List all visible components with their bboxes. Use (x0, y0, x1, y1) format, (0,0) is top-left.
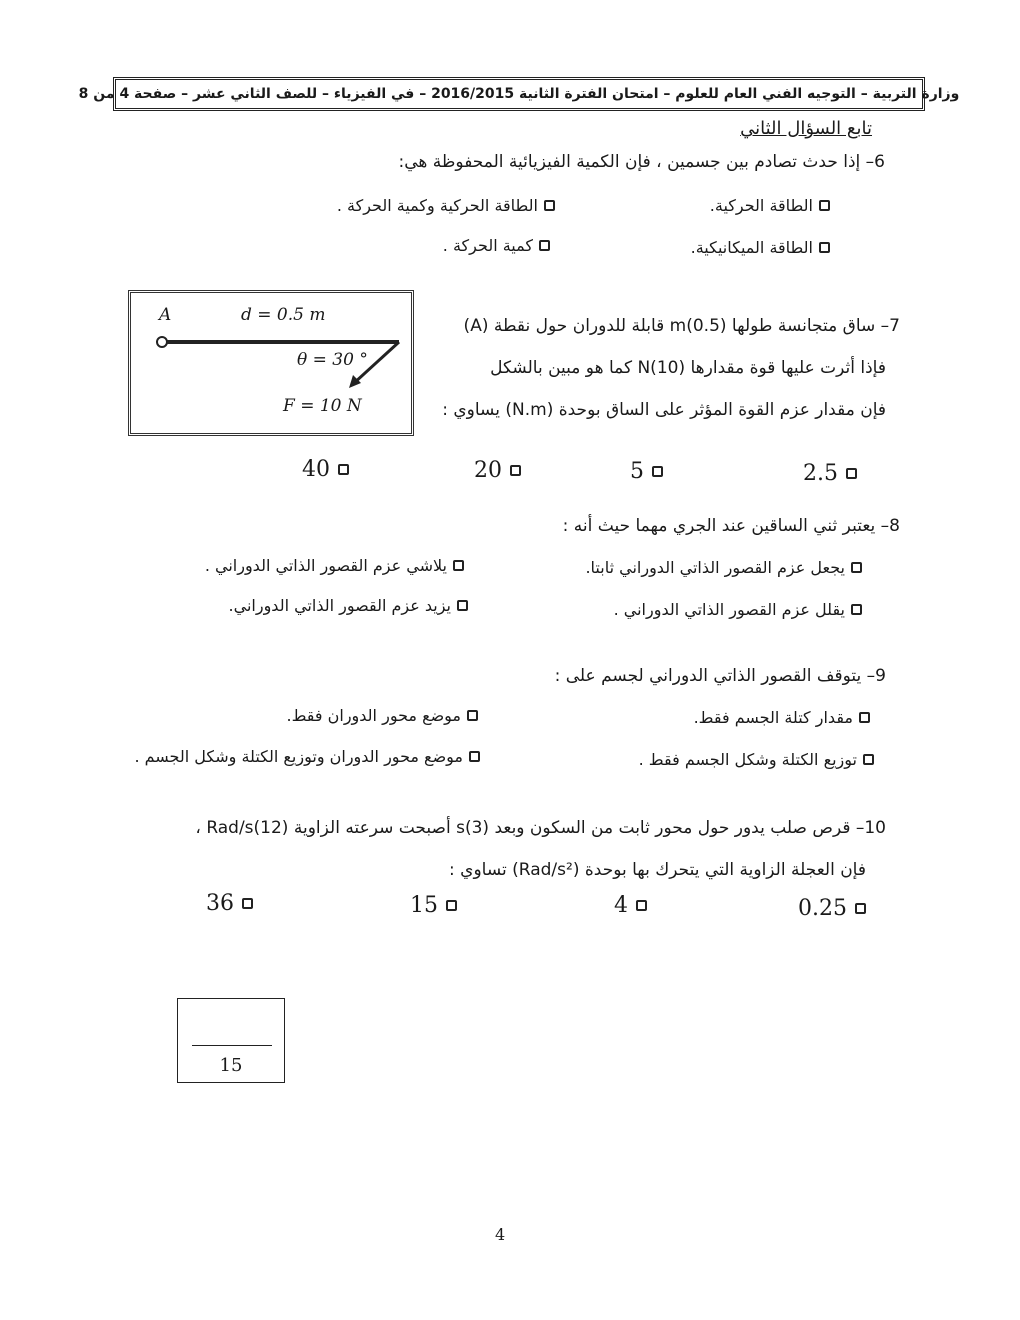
checkbox-icon[interactable] (457, 600, 468, 611)
checkbox-icon[interactable] (855, 903, 866, 914)
q10-line-1: 10– قرص صلب يدور حول محور ثابت من السكون وبعد s(3) أصبحت سرعته الزاوية Rad/s(12) ، (195, 818, 886, 838)
page-number: 4 (495, 1225, 506, 1244)
q7-figure (128, 290, 414, 436)
checkbox-icon[interactable] (338, 464, 349, 475)
checkbox-icon[interactable] (539, 240, 550, 251)
q10-line-2: فإن العجلة الزاوية التي يتحرك بها بوحدة (Rad/s²) تساوي : (449, 860, 866, 880)
q8-option-3[interactable]: يقلل عزم القصور الذاتي الدوراني . (614, 600, 862, 619)
checkbox-icon[interactable] (467, 710, 478, 721)
q6-text: 6– إذا حدث تصادم بين جسمين ، فإن الكمية الفيزيائية المحفوظة هي: (398, 152, 885, 172)
q7-option-1[interactable]: 2.5 (803, 461, 857, 486)
checkbox-icon[interactable] (652, 466, 663, 477)
q10-option-2[interactable]: 4 (614, 893, 647, 918)
q10-option-3[interactable]: 15 (410, 893, 457, 918)
q6-option-1[interactable]: الطاقة الحركية. (710, 196, 830, 215)
q6-option-3[interactable]: الطاقة الميكانيكية. (691, 238, 830, 257)
q6-option-2[interactable]: الطاقة الحركية وكمية الحركة . (337, 196, 555, 215)
checkbox-icon[interactable] (544, 200, 555, 211)
length-label: d = 0.5 m (241, 305, 326, 325)
checkbox-icon[interactable] (859, 712, 870, 723)
q8-option-1[interactable]: يجعل عزم القصور الذاتي الدوراني ثابتا. (585, 558, 862, 577)
angle-label: θ = 30 ° (297, 350, 368, 370)
score-box (177, 998, 285, 1083)
q7-line-3: فإن مقدار عزم القوة المؤثر على الساق بوحدة (N.m) يساوي : (442, 400, 886, 420)
checkbox-icon[interactable] (242, 898, 253, 909)
checkbox-icon[interactable] (446, 900, 457, 911)
q10-option-1[interactable]: 0.25 (798, 896, 866, 921)
q9-option-2[interactable]: موضع محور الدوران فقط. (287, 706, 478, 725)
q9-option-3[interactable]: توزيع الكتلة وشكل الجسم فقط . (639, 750, 874, 769)
q7-line-1: 7– ساق متجانسة طولها m(0.5) قابلة للدوران حول نقطة (A) (463, 316, 900, 336)
score-divider (192, 1045, 272, 1046)
q8-option-4[interactable]: يزيد عزم القصور الذاتي الدوراني. (229, 596, 468, 615)
checkbox-icon[interactable] (636, 900, 647, 911)
exam-header: وزارة التربية – التوجيه الفني العام للعلوم – امتحان الفترة الثانية 2016/2015 – في الفيزياء – للصف الثاني عشر – صفحة 4 من 8 (113, 77, 925, 111)
q8-text: 8– يعتبر ثني الساقين عند الجري مهما حيث أنه : (562, 516, 900, 536)
section-title: تابع السؤال الثاني (740, 118, 872, 139)
q6-option-4[interactable]: كمية الحركة . (443, 236, 550, 255)
point-label: A (159, 305, 172, 325)
q9-option-1[interactable]: مقدار كتلة الجسم فقط. (694, 708, 870, 727)
q7-option-3[interactable]: 20 (474, 458, 521, 483)
checkbox-icon[interactable] (846, 468, 857, 479)
checkbox-icon[interactable] (851, 562, 862, 573)
q9-text: 9– يتوقف القصور الذاتي الدوراني لجسم على : (554, 666, 886, 686)
q7-option-2[interactable]: 5 (630, 459, 663, 484)
checkbox-icon[interactable] (819, 242, 830, 253)
pivot-point (157, 337, 167, 347)
checkbox-icon[interactable] (453, 560, 464, 571)
checkbox-icon[interactable] (863, 754, 874, 765)
checkbox-icon[interactable] (851, 604, 862, 615)
force-label: F = 10 N (283, 396, 362, 416)
checkbox-icon[interactable] (819, 200, 830, 211)
q10-option-4[interactable]: 36 (206, 891, 253, 916)
checkbox-icon[interactable] (469, 751, 480, 762)
score-total: 15 (219, 1055, 243, 1076)
q8-option-2[interactable]: يلاشي عزم القصور الذاتي الدوراني . (205, 556, 464, 575)
q7-line-2: فإذا أثرت عليها قوة مقدارها N(10) كما هو مبين بالشكل (490, 358, 886, 378)
checkbox-icon[interactable] (510, 465, 521, 476)
q7-option-4[interactable]: 40 (302, 457, 349, 482)
q9-option-4[interactable]: موضع محور الدوران وتوزيع الكتلة وشكل الجسم . (134, 747, 480, 766)
